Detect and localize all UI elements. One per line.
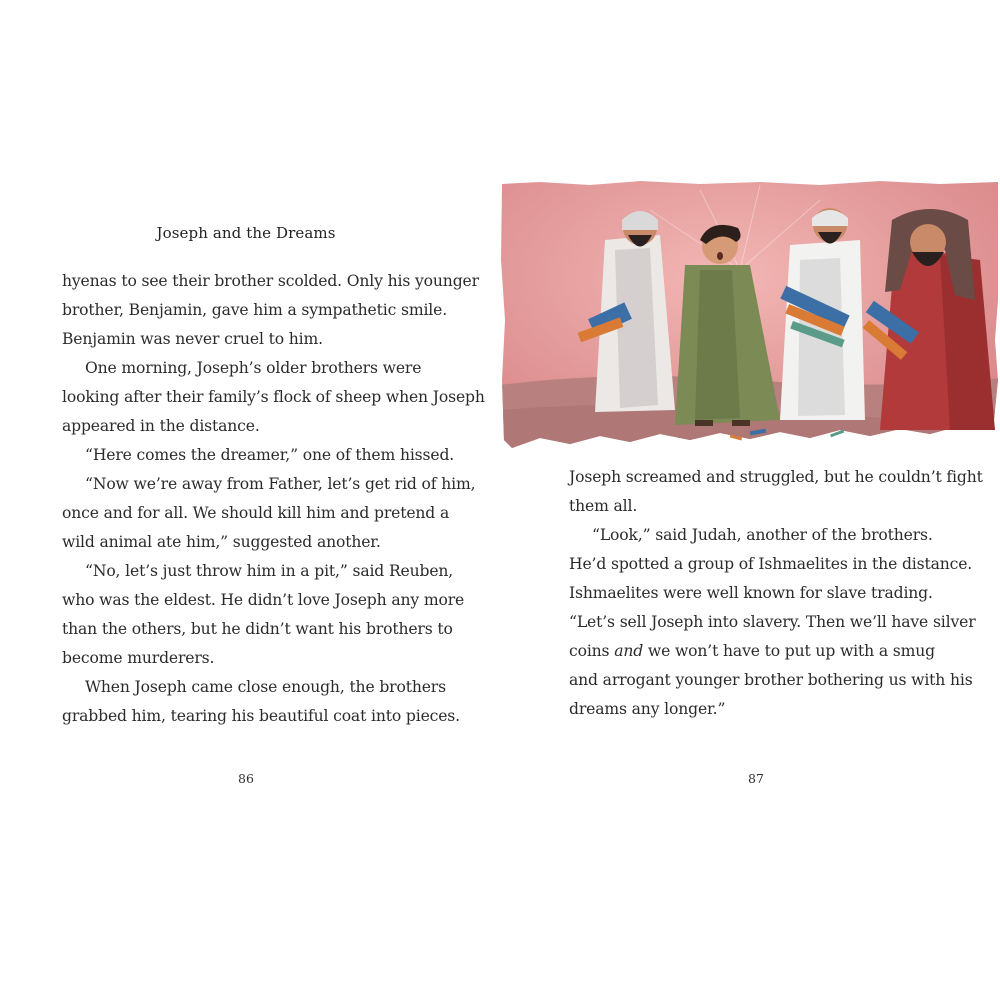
illustration-svg: [500, 180, 1000, 458]
emphasis-word: and: [614, 642, 644, 660]
text-line: He’d spotted a group of Ishmaelites in the distance.: [569, 555, 973, 573]
text-line: once and for all. We should kill him and pretend a: [62, 504, 450, 522]
text-line: When Joseph came close enough, the brothers: [85, 678, 446, 696]
paragraph: [569, 463, 983, 521]
text-line: wild animal ate him,” suggested another.: [62, 533, 381, 551]
left-page-body: [62, 267, 485, 731]
text-line: appeared in the distance.: [62, 417, 260, 435]
text-fragment: we won’t have to put up with a smug: [643, 642, 935, 660]
paragraph: [569, 521, 976, 724]
text-line: looking after their family’s flock of sheep when Joseph: [62, 388, 485, 406]
text-line: dreams any longer.”: [569, 700, 726, 718]
text-line: Ishmaelites were well known for slave trading.: [569, 584, 933, 602]
text-line: “Here comes the dreamer,” one of them hissed.: [85, 446, 455, 464]
text-line: and arrogant younger brother bothering us with his: [569, 671, 973, 689]
paragraph: [62, 354, 485, 441]
paragraph: [62, 673, 460, 731]
story-illustration: [500, 180, 1000, 458]
text-line: hyenas to see their brother scolded. Only his younger: [62, 272, 479, 290]
text-line: [569, 637, 939, 666]
text-line: “Let’s sell Joseph into slavery. Then we’ll have silver: [569, 613, 976, 631]
text-line: Benjamin was never cruel to him.: [62, 330, 323, 348]
text-line: Joseph screamed and struggled, but he couldn’t fight: [569, 468, 983, 486]
page-number: 86: [238, 771, 254, 786]
paragraph: [62, 441, 455, 470]
text-line: “Now we’re away from Father, let’s get rid of him,: [85, 475, 476, 493]
text-line: brother, Benjamin, gave him a sympathetic smile.: [62, 301, 448, 319]
paragraph: [62, 267, 479, 354]
text-line: who was the eldest. He didn’t love Joseph any more: [62, 591, 465, 609]
page-number: 87: [748, 771, 764, 786]
text-line: One morning, Joseph’s older brothers were: [85, 359, 422, 377]
text-line: them all.: [569, 497, 638, 515]
text-line: “No, let’s just throw him in a pit,” said Reuben,: [85, 562, 454, 580]
running-head: Joseph and the Dreams: [156, 224, 336, 242]
text-line: grabbed him, tearing his beautiful coat into pieces.: [62, 707, 460, 725]
paragraph: [62, 557, 465, 673]
paragraph: [62, 470, 476, 557]
text-line: become murderers.: [62, 649, 215, 667]
text-line: “Look,” said Judah, another of the brothers.: [592, 526, 933, 544]
right-page-body: [569, 463, 983, 724]
text-line: than the others, but he didn’t want his brothers to: [62, 620, 453, 638]
text-fragment: coins: [569, 642, 615, 660]
